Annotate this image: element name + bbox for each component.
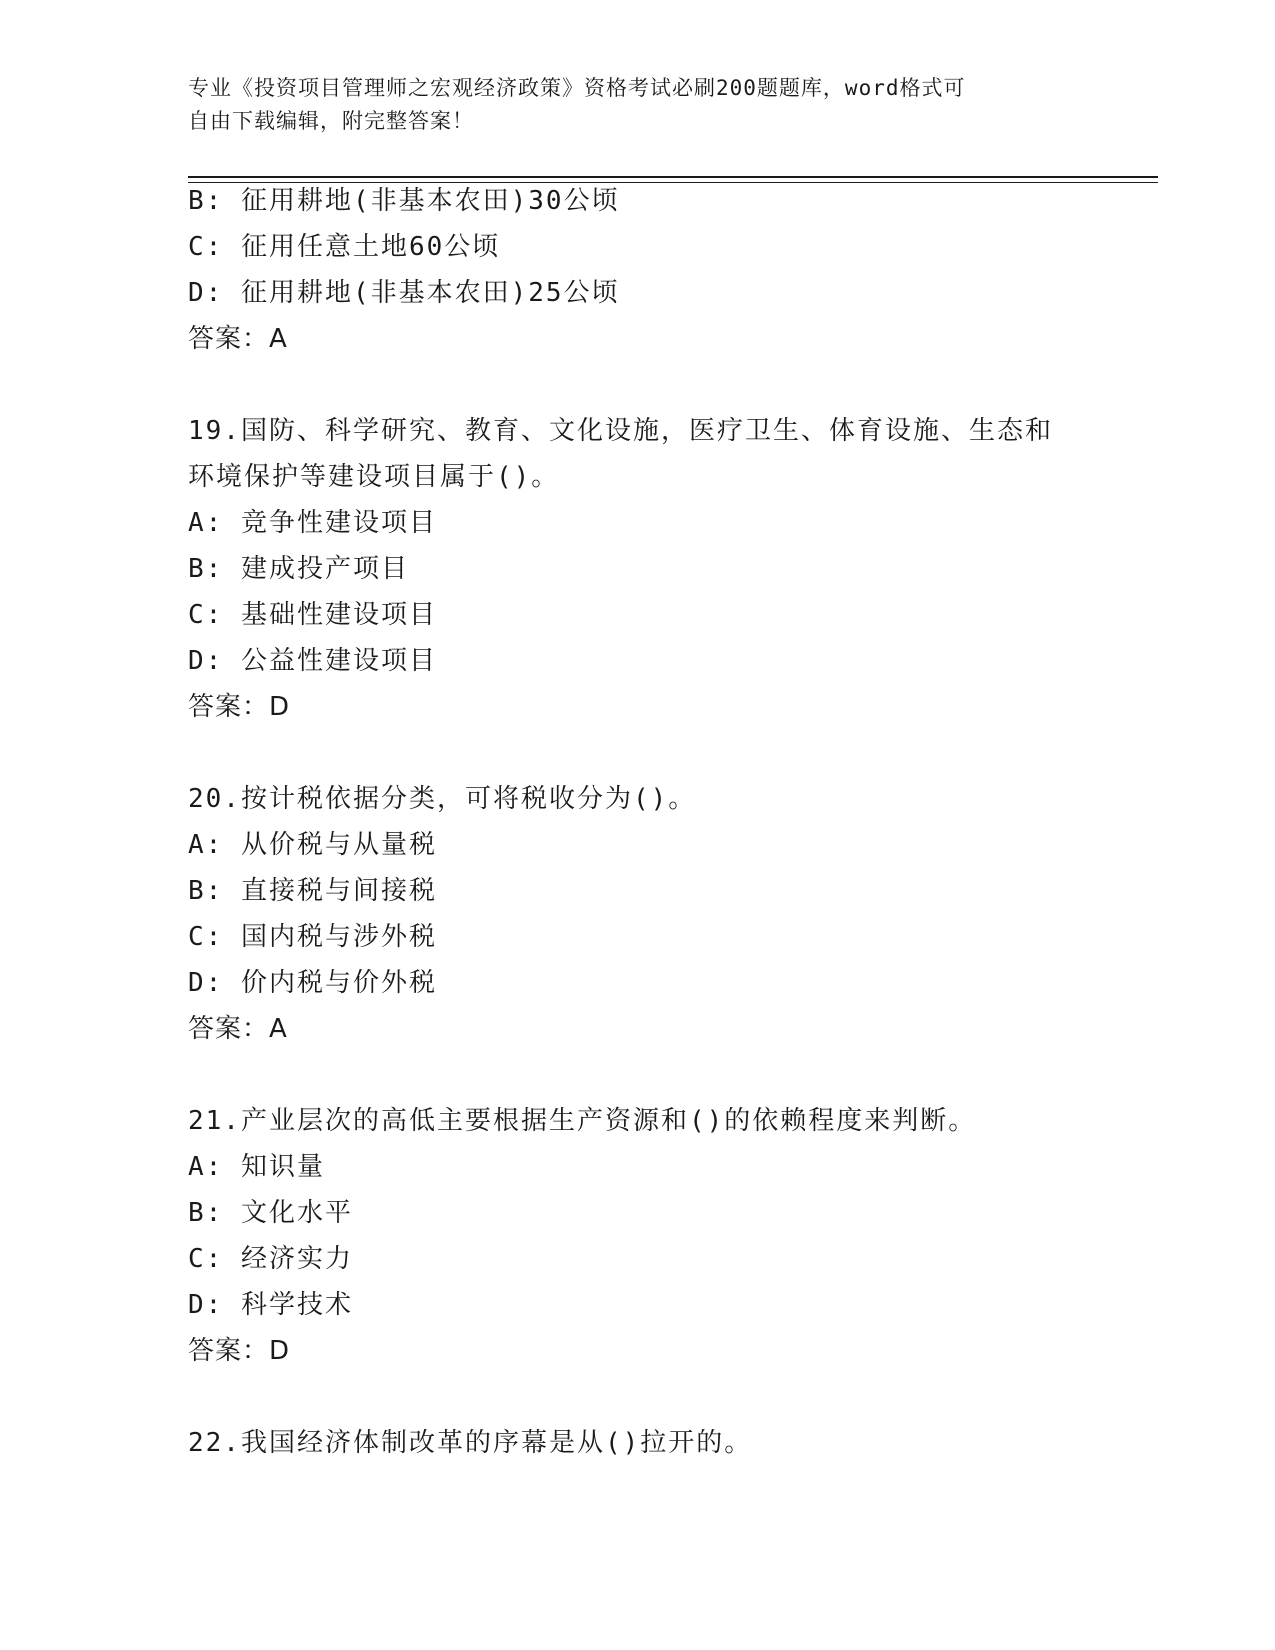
document-header [188, 72, 1068, 138]
answer-line: 答案：A [188, 1014, 288, 1044]
spacer [188, 362, 1088, 408]
option-b: B: 建成投产项目 [188, 554, 409, 584]
option-c: C: 国内税与涉外税 [188, 922, 437, 952]
option-d: D: 价内税与价外税 [188, 968, 437, 998]
question-stem: 21.产业层次的高低主要根据生产资源和()的依赖程度来判断。 [188, 1106, 977, 1136]
answer-line: 答案：D [188, 692, 291, 722]
question-stem: 22.我国经济体制改革的序幕是从()拉开的。 [188, 1428, 753, 1458]
spacer [188, 1374, 1088, 1420]
question-stem-continued: 环境保护等建设项目属于()。 [188, 462, 560, 492]
option-b: B: 征用耕地(非基本农田)30公顷 [188, 186, 620, 216]
answer-line: 答案：A [188, 324, 288, 354]
option-d: D: 征用耕地(非基本农田)25公顷 [188, 278, 620, 308]
question-stem: 20.按计税依据分类，可将税收分为()。 [188, 784, 697, 814]
question-22 [188, 1420, 1088, 1466]
answer-line: 答案：D [188, 1336, 291, 1366]
option-a: A: 竞争性建设项目 [188, 508, 437, 538]
question-stem: 19.国防、科学研究、教育、文化设施，医疗卫生、体育设施、生态和 [188, 416, 1053, 446]
option-b: B: 文化水平 [188, 1198, 353, 1228]
question-21 [188, 1098, 1088, 1374]
question-18-continuation [188, 178, 1088, 362]
question-20 [188, 776, 1088, 1052]
option-c: C: 征用任意土地60公顷 [188, 232, 501, 262]
header-title-line-2: 自由下载编辑，附完整答案！ [188, 109, 474, 133]
option-c: C: 基础性建设项目 [188, 600, 437, 630]
spacer [188, 730, 1088, 776]
question-19 [188, 408, 1088, 730]
question-list [188, 178, 1088, 1466]
option-c: C: 经济实力 [188, 1244, 353, 1274]
option-a: A: 从价税与从量税 [188, 830, 437, 860]
spacer [188, 1052, 1088, 1098]
option-a: A: 知识量 [188, 1152, 325, 1182]
option-b: B: 直接税与间接税 [188, 876, 437, 906]
option-d: D: 公益性建设项目 [188, 646, 437, 676]
header-title-line-1: 专业《投资项目管理师之宏观经济政策》资格考试必刷200题题库，word格式可 [188, 76, 966, 100]
option-d: D: 科学技术 [188, 1290, 353, 1320]
